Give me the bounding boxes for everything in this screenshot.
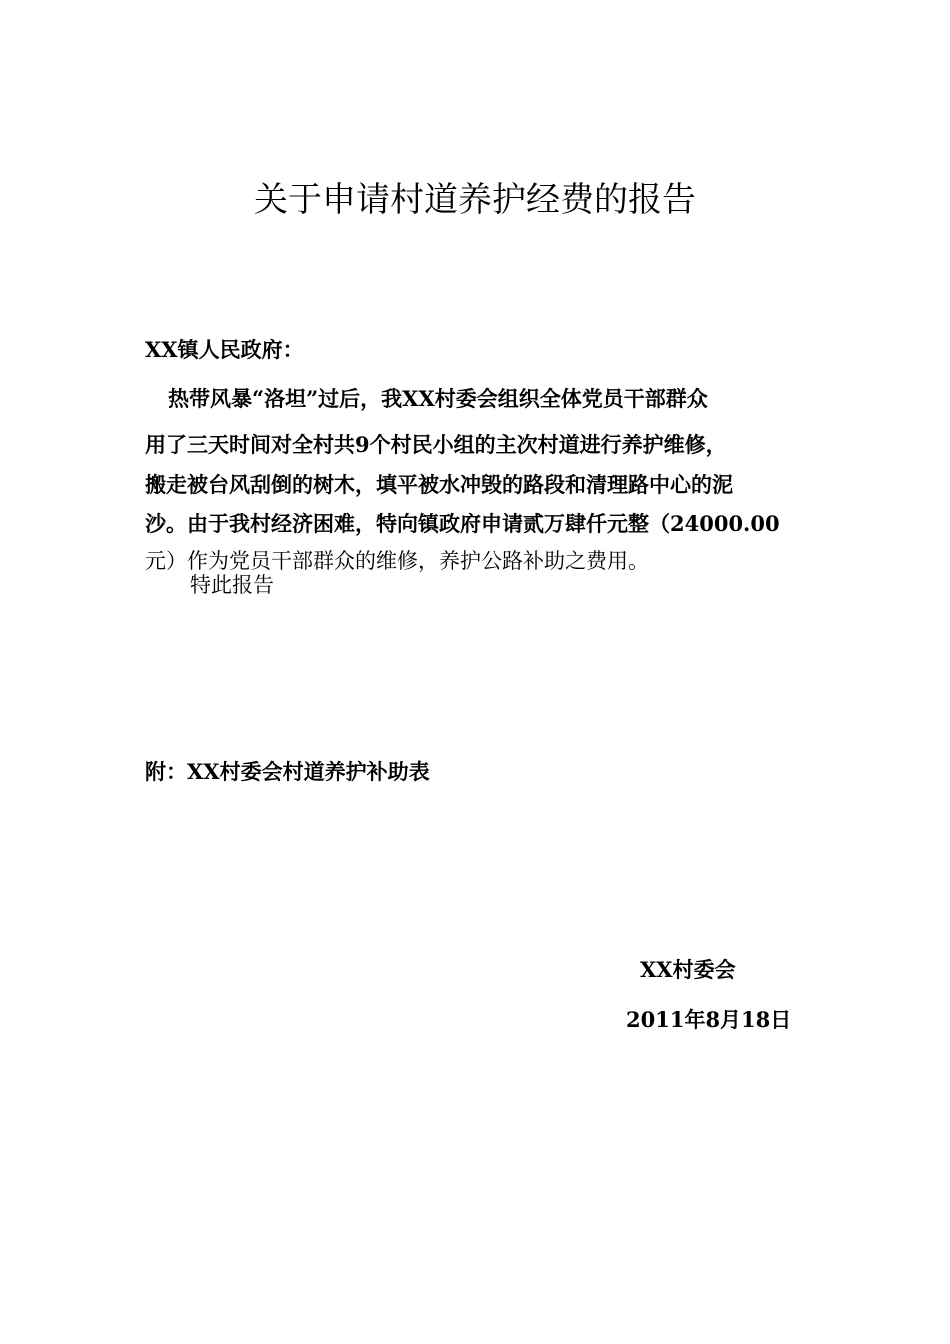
attachment-note: 附：XX村委会村道养护补助表 xyxy=(145,759,430,784)
salutation: XX镇人民政府： xyxy=(145,337,304,362)
document-date: 2011年8月18日 xyxy=(626,1007,792,1032)
body-line-5: 元）作为党员干部群众的维修，养护公路补助之费用。 xyxy=(145,549,649,573)
signer: XX村委会 xyxy=(640,957,736,982)
closing-text: 特此报告 xyxy=(190,573,274,597)
body-line-4: 沙。由于我村经济困难，特向镇政府申请贰万肆仟元整（24000.00 xyxy=(145,511,780,536)
body-line-1: 热带风暴“洛坦”过后，我XX村委会组织全体党员干部群众 xyxy=(168,386,708,411)
body-line-2: 用了三天时间对全村共9个村民小组的主次村道进行养护维修， xyxy=(145,432,727,457)
body-line-3: 搬走被台风刮倒的树木，填平被水冲毁的路段和清理路中心的泥 xyxy=(145,472,733,497)
document-title: 关于申请村道养护经费的报告 xyxy=(254,180,696,220)
